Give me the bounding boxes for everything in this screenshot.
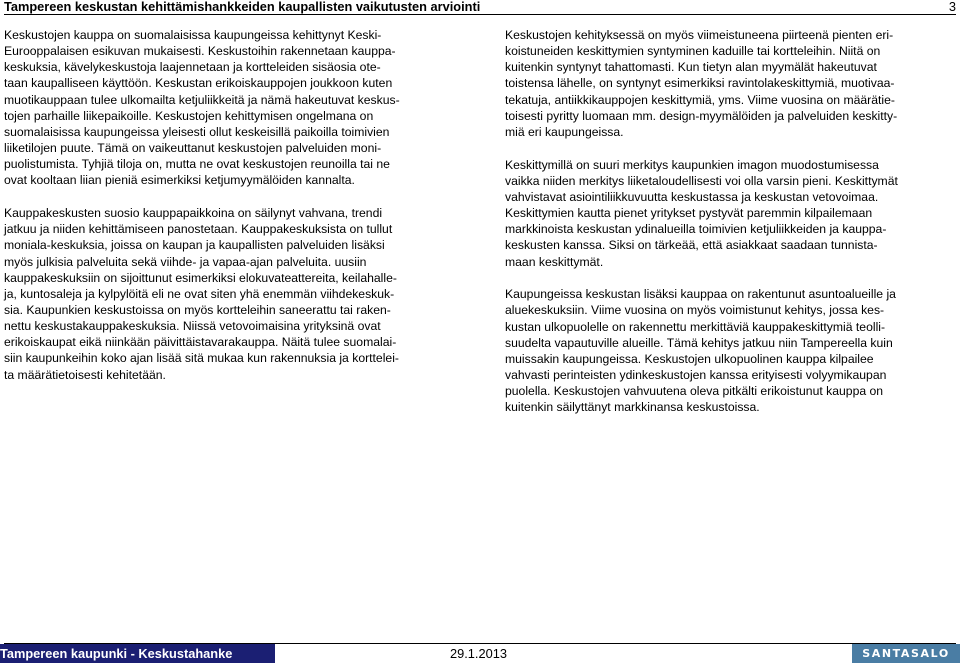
left-column xyxy=(4,27,459,383)
paragraph: Keskustojen kauppa on suomalaisissa kaupungeissa kehittynyt Keski- Eurooppalaisen esikuvan mukaisesti. Keskustoihin rakennetaan kauppa- keskuksia, kävelykeskustoja laajennetaan ja kortteleiden sisäosia ote- taan kaupalliseen käyttöön. Keskustan erikoiskauppojen joukkoon kuten muotikauppaan tulee ulkomailta ketjuliikkeitä ja nämä hakeutuvat keskus- tojen parhaille liikepaikoille. Keskustojen kehittymisen ongelmana on suomalaisissa kaupungeissa yleisesti ollut keskeisillä paikoilla toimivien liiketilojen puute. Tämä on vaikeuttanut keskustojen palveluiden moni- puolistumista. Tyhjiä tiloja on, mutta ne ovat keskustojen reunoilla tai ne ovat kooltaan liian pieniä esimerkiksi ketjumyymälöiden kannalta. xyxy=(4,28,400,188)
paragraph: Keskittymillä on suuri merkitys kaupunkien imagon muodostumisessa vaikka niiden merkitys liiketaloudellisesti voi olla varsin pieni. Keskittymät vahvistavat asiointiliikkuvuutta keskustassa ja keskustan vetovoimaa. Keskittymien kautta pienet yritykset pystyvät paremmin kilpailemaan markkinoista keskustan ydinalueilla toimivien ketjuliikkeiden ja kauppa- keskusten kanssa. Siksi on tärkeää, että asiakkaat saadaan tunnista- maan keskittymät. xyxy=(505,157,898,269)
footer-date: 29.1.2013 xyxy=(450,646,507,661)
page-header xyxy=(4,0,956,15)
right-column xyxy=(505,27,957,415)
santasalo-logo: SANTASALO xyxy=(862,647,950,660)
paragraph: Kauppakeskusten suosio kauppapaikkoina on säilynyt vahvana, trendi jatkuu ja niiden kehittämiseen panostetaan. Kauppakeskuksista on tullut moniala-keskuksia, joissa on kaupan ja kaupallisten palveluiden lisäksi myös julkisia palveluita sekä viihde- ja vapaa-ajan palveluita. uusiin kauppakeskuksiin on sijoittunut esimerkiksi elokuvateattereita, keilahalle- ja, kuntosaleja ja kylpylöitä eli ne ovat siten yhä enemmän viihdekeskuk- sia. Kaupunkien keskustoissa on myös kortteleihin saneerattu tai raken- nettu keskustakauppakeskuksia. Niissä vetovoimaisina yrityksinä ovat erikoiskaupat eikä niinkään päivittäistavarakauppa. Näitä tulee suomalai- siin kaupunkeihin koko ajan lisää sitä mukaa kun rakennuksia ja korttelei- ta määrätietoisesti kehitetään. xyxy=(4,206,399,382)
page-number: 3 xyxy=(948,0,956,14)
footer-client-label: Tampereen kaupunki - Keskustahanke xyxy=(0,644,275,663)
paragraph: Keskustojen kehityksessä on myös viimeistuneena piirteenä pienten eri- koistuneiden keskittymien syntyminen kaduille tai kortteleihin. Niitä on kuitenkin syntynyt tahattomasti. Kun tietyn alan myymälät hakeutuvat toistensa lähelle, on syntynyt esimerkiksi ravintolakeskittymiä, muotivaa- tekatuja, antiikkikauppojen keskittymiä, yms. Viime vuosina on määrätie- toisesti pyritty luomaan mm. design-myymälöiden ja palveluiden keskitty- miä eri kaupungeissa. xyxy=(505,28,898,139)
brand-logo-box xyxy=(852,644,960,663)
paragraph: Kaupungeissa keskustan lisäksi kauppaa on rakentunut asuntoalueille ja aluekeskuksiin. Viime vuosina on myös voimistunut kehitys, jossa kes- kustan ulkopuolelle on rakennettu merkittäviä kauppakeskittymiä teolli- suudelta vapautuville alueille. Tämä kehitys jatkuu niin Tampereella kuin muissakin kaupungeissa. Keskustojen ulkopuolinen kauppa kilpailee vahvasti perinteisten ydinkeskustojen kanssa erityisesti volyymikaupan puolella. Keskustojen vahvuutena oleva pitkälti erikoistunut kauppa on kuitenkin säilyttänyt markkinansa keskustoissa. xyxy=(505,287,896,415)
document-title: Tampereen keskustan kehittämishankkeiden kaupallisten vaikutusten arviointi xyxy=(4,0,481,14)
page-footer xyxy=(0,644,960,663)
